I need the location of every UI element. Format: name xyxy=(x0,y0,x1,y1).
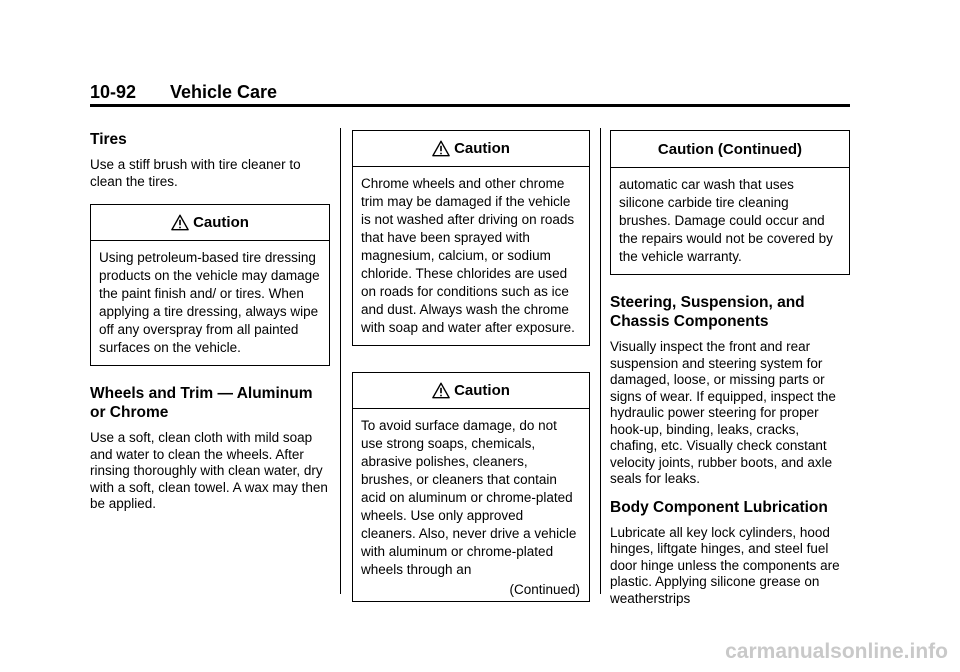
body-lube-body: Lubricate all key lock cylinders, hood hinges, liftgate hinges, and steel fuel door hinge unless the components are plastic. Applying silicone grease on weatherstrips xyxy=(610,524,840,606)
column-divider xyxy=(600,128,601,594)
steering-heading: Steering, Suspension, and Chassis Components xyxy=(610,294,805,330)
column-2 xyxy=(352,130,590,602)
section-title: Vehicle Care xyxy=(170,82,278,102)
warning-triangle-icon xyxy=(432,382,450,399)
tires-body: Use a stiff brush with tire cleaner to clean the tires. xyxy=(90,157,301,189)
caution-text: automatic car wash that uses silicone carbide tire cleaning brushes. Damage could occur and the repairs would not be covered by the vehicle warranty. xyxy=(619,177,833,264)
caution-text: Chrome wheels and other chrome trim may be damaged if the vehicle is not washed after driving on roads that have been sprayed with magnesium, calcium, or sodium chloride. These chlorides are used on roads for conditions such as ice and dust. Always wash the chrome with soap and water after exposure. xyxy=(361,176,575,335)
watermark: carmanualsonline.info xyxy=(725,640,948,663)
column-divider xyxy=(340,128,341,594)
body-lube-heading: Body Component Lubrication xyxy=(610,498,828,516)
caution-header xyxy=(353,131,589,167)
column-3 xyxy=(610,130,850,607)
caution-header xyxy=(91,205,329,241)
caution-title: Caution xyxy=(454,140,510,157)
column-1 xyxy=(90,126,330,513)
caution-text: To avoid surface damage, do not use strong soaps, chemicals, abrasive polishes, cleaners, brushes, or cleaners that contain acid on aluminum or chrome-plated wheels. Use only approved cleaners. Also, never drive a vehicle with aluminum or chrome-plated wheels through an xyxy=(361,418,577,577)
caution-text: Using petroleum-based tire dressing products on the vehicle may damage the paint finish and/ or tires. When applying a tire dressing, always wipe off any overspray from all painted surfaces on the vehicle. xyxy=(99,250,320,355)
caution-box-body xyxy=(353,409,589,601)
caution-box-chrome xyxy=(352,130,590,346)
warning-triangle-icon xyxy=(432,140,450,157)
header-rule xyxy=(90,104,850,107)
caution-box-surface xyxy=(352,372,590,602)
continued-label: (Continued) xyxy=(509,582,580,597)
page-number: 10-92 xyxy=(90,82,137,102)
wheels-heading: Wheels and Trim — Aluminum or Chrome xyxy=(90,385,313,421)
caution-box-tires xyxy=(90,204,330,366)
caution-title: Caution xyxy=(454,382,510,399)
caution-title: Caution (Continued) xyxy=(657,140,803,158)
caution-title: Caution xyxy=(193,214,249,231)
page-header xyxy=(90,82,850,106)
caution-header xyxy=(353,373,589,409)
tires-heading: Tires xyxy=(90,131,127,148)
wheels-body: Use a soft, clean cloth with mild soap and water to clean the wheels. After rinsing thoroughly with clean water, dry with a soft, clean towel. A wax may then be applied. xyxy=(90,430,328,511)
steering-body: Visually inspect the front and rear suspension and steering system for damaged, loose, or missing parts or signs of wear. If equipped, inspect the hydraulic power steering for proper hook-up, binding, leaks, cracks, chafing, etc. Visually check constant velocity joints, rubber boots, and axle seals for leaks. xyxy=(610,339,836,486)
caution-header xyxy=(611,131,849,168)
caution-box-continued xyxy=(610,130,850,275)
warning-triangle-icon xyxy=(171,214,189,231)
